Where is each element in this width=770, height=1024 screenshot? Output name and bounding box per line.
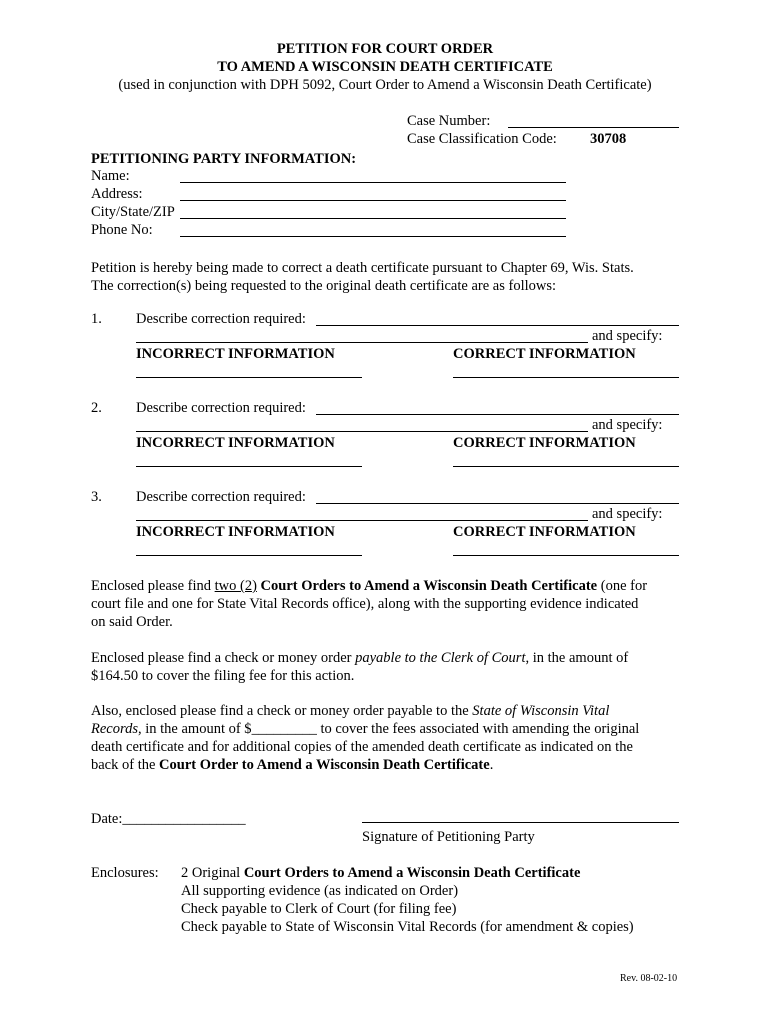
enclosure-item-1: [181, 864, 580, 882]
correct-label: CORRECT INFORMATION: [453, 435, 636, 451]
correct-field[interactable]: [453, 466, 679, 467]
para3-italic2: Records: [91, 721, 138, 737]
case-classification-code: 30708: [590, 131, 627, 147]
date-label: Date:: [91, 811, 123, 827]
describe-label: Describe correction required:: [136, 489, 306, 505]
para3-line2: [91, 720, 639, 738]
para3-line4-bold: Court Order to Amend a Wisconsin Death Certificate: [159, 757, 490, 773]
signature-field[interactable]: [362, 822, 679, 823]
para3-prefix: Also, enclosed please find a check or money order payable to the: [91, 703, 473, 719]
describe-label: Describe correction required:: [136, 400, 306, 416]
date-row: [91, 810, 246, 828]
para3-italic1: State of Wisconsin Vital: [472, 703, 610, 719]
describe-label: Describe correction required:: [136, 311, 306, 327]
title-line-2: TO AMEND A WISCONSIN DEATH CERTIFICATE: [217, 59, 553, 75]
case-number-label: Case Number:: [407, 113, 491, 129]
para2-prefix: Enclosed please find a check or money order: [91, 650, 356, 666]
correct-field[interactable]: [453, 555, 679, 556]
incorrect-label: INCORRECT INFORMATION: [136, 524, 335, 540]
para2-line1: [91, 649, 628, 667]
specify-label: and specify:: [592, 417, 663, 433]
correct-label: CORRECT INFORMATION: [453, 346, 636, 362]
para3-line3: death certificate and for additional copies of the amended death certificate as indicated on the: [91, 739, 633, 755]
name-field[interactable]: [180, 182, 566, 183]
incorrect-label: INCORRECT INFORMATION: [136, 346, 335, 362]
para1-line1: [91, 577, 647, 595]
address-field[interactable]: [180, 200, 566, 201]
para3-line4-suffix: .: [489, 757, 494, 773]
case-number-field[interactable]: [508, 127, 679, 128]
enclosure-item-1-prefix: 2 Original: [181, 865, 244, 881]
para2-line2: $164.50 to cover the filing fee for this action.: [91, 668, 355, 684]
describe-field[interactable]: [316, 325, 679, 326]
date-field[interactable]: _________________: [122, 811, 246, 827]
describe-field-cont[interactable]: [136, 431, 588, 432]
amount-field[interactable]: _________: [251, 721, 317, 737]
para1-bold: Court Orders to Amend a Wisconsin Death Certificate: [256, 578, 598, 594]
correction-number: 3.: [91, 489, 102, 505]
incorrect-field[interactable]: [136, 466, 362, 467]
para3-suffix: to cover the fees associated with amending the original: [316, 721, 640, 737]
para1-prefix: Enclosed please find: [91, 578, 215, 594]
city-field[interactable]: [180, 218, 566, 219]
para2-italic: payable to the Clerk of Court: [355, 650, 526, 666]
petitioner-heading: PETITIONING PARTY INFORMATION:: [91, 151, 357, 167]
correct-label: CORRECT INFORMATION: [453, 524, 636, 540]
correct-field[interactable]: [453, 377, 679, 378]
describe-field[interactable]: [316, 414, 679, 415]
para1-line3: on said Order.: [91, 614, 173, 630]
para3-line1: [91, 702, 609, 720]
para1-two: two (2): [214, 578, 257, 594]
describe-field[interactable]: [316, 503, 679, 504]
para1-line2: court file and one for State Vital Records office), along with the supporting evidence indicated: [91, 596, 639, 612]
intro-line-1: Petition is hereby being made to correct a death certificate pursuant to Chapter 69, Wis. Stats.: [91, 260, 634, 276]
para3-line4: [91, 756, 493, 774]
incorrect-label: INCORRECT INFORMATION: [136, 435, 335, 451]
intro-line-2: The correction(s) being requested to the original death certificate are as follows:: [91, 278, 557, 294]
para3-mid: , in the amount of $: [137, 721, 252, 737]
describe-field-cont[interactable]: [136, 342, 588, 343]
para1-suffix: (one for: [597, 578, 648, 594]
phone-label: Phone No:: [91, 222, 153, 238]
enclosure-item-2: All supporting evidence (as indicated on Order): [181, 883, 459, 899]
correction-number: 1.: [91, 311, 102, 327]
signature-label: Signature of Petitioning Party: [362, 829, 535, 845]
phone-field[interactable]: [180, 236, 566, 237]
case-classification-label: Case Classification Code:: [407, 131, 557, 147]
incorrect-field[interactable]: [136, 377, 362, 378]
specify-label: and specify:: [592, 328, 663, 344]
describe-field-cont[interactable]: [136, 520, 588, 521]
enclosure-item-4: Check payable to State of Wisconsin Vital Records (for amendment & copies): [181, 919, 634, 935]
name-label: Name:: [91, 168, 130, 184]
address-label: Address:: [91, 186, 143, 202]
para2-suffix: , in the amount of: [525, 650, 629, 666]
specify-label: and specify:: [592, 506, 663, 522]
enclosure-item-3: Check payable to Clerk of Court (for filing fee): [181, 901, 457, 917]
title-line-1: PETITION FOR COURT ORDER: [276, 41, 494, 57]
para3-line4-prefix: back of the: [91, 757, 160, 773]
enclosures-label: Enclosures:: [91, 865, 159, 881]
incorrect-field[interactable]: [136, 555, 362, 556]
city-label: City/State/ZIP: [91, 204, 175, 220]
correction-number: 2.: [91, 400, 102, 416]
enclosure-item-1-bold: Court Orders to Amend a Wisconsin Death Certificate: [243, 865, 581, 881]
revision-label: Rev. 08-02-10: [620, 973, 678, 984]
subtitle: (used in conjunction with DPH 5092, Court Order to Amend a Wisconsin Death Certificate): [118, 77, 652, 93]
